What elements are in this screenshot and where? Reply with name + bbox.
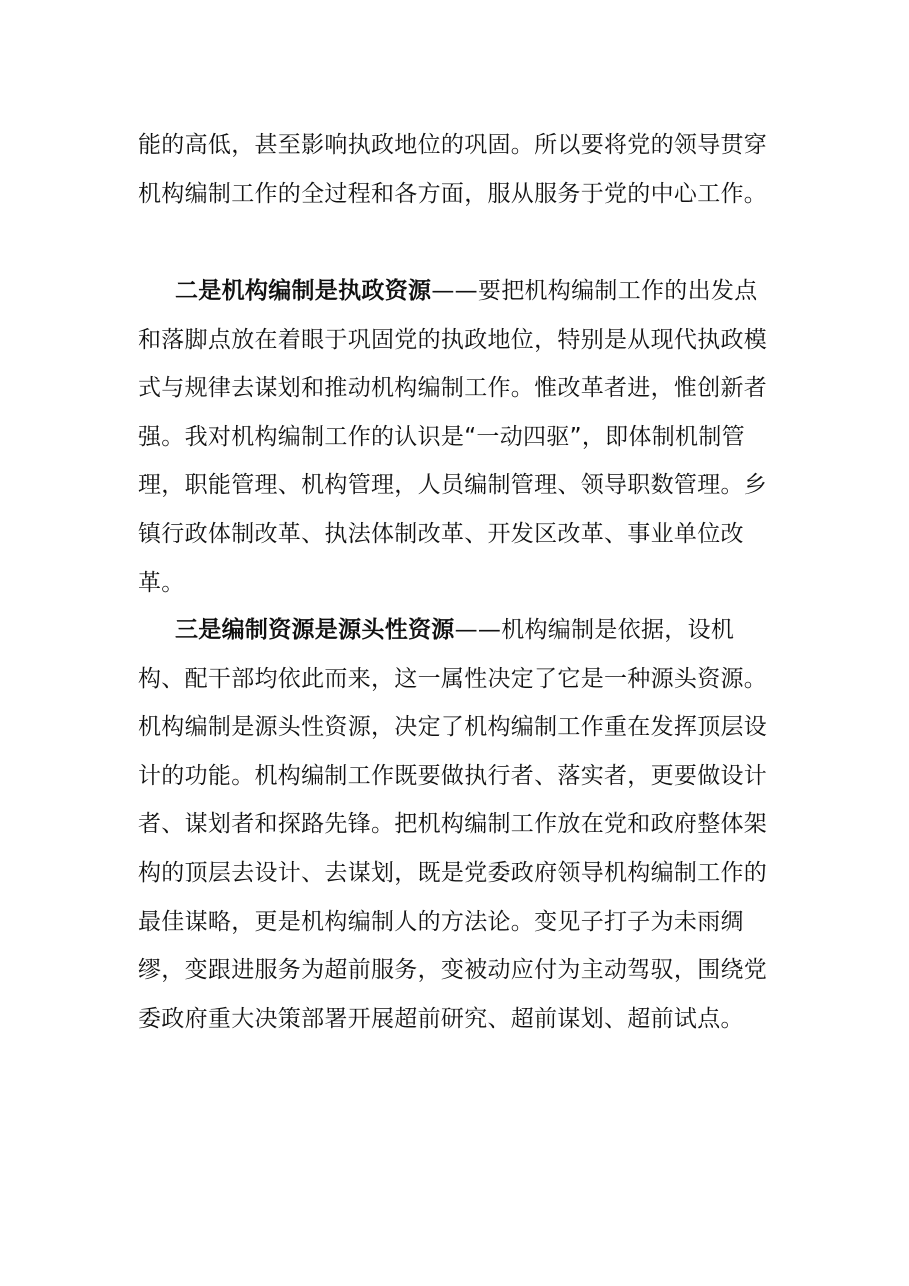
paragraph-heading: 二是机构编制是执政资源 <box>175 278 432 304</box>
paragraph-source-resource <box>138 606 778 1043</box>
paragraph-text: 能的高低，甚至影响执政地位的巩固。所以要将党的领导贯穿机构编制工作的全过程和各方面，服从服务于党的中心工作。 <box>138 132 768 207</box>
paragraph-execution-resource <box>138 267 778 607</box>
paragraph-text: ——要把机构编制工作的出发点和落脚点放在着眼于巩固党的执政地位，特别是从现代执政模式与规律去谋划和推动机构编制工作。惟改革者进，惟创新者强。我对机构编制工作的认识是“一动四驱”，即体制机制管理，职能管理、机构管理，人员编制管理、领导职数管理。乡镇行政体制改革、执法体制改革、开发区改革、事业单位改革。 <box>138 278 768 596</box>
paragraph-heading: 三是编制资源是源头性资源 <box>175 617 455 643</box>
paragraph-continuation <box>138 121 778 218</box>
paragraph-text: ——机构编制是依据，设机构、配干部均依此而来，这一属性决定了它是一种源头资源。机构编制是源头性资源，决定了机构编制工作重在发挥顶层设计的功能。机构编制工作既要做执行者、落实者，更要做设计者、谋划者和探路先锋。把机构编制工作放在党和政府整体架构的顶层去设计、去谋划，既是党委政府领导机构编制工作的最佳谋略，更是机构编制人的方法论。变见子打子为未雨绸缪，变跟进服务为超前服务，变被动应付为主动驾驭，围绕党委政府重大决策部署开展超前研究、超前谋划、超前试点。 <box>138 617 768 1032</box>
